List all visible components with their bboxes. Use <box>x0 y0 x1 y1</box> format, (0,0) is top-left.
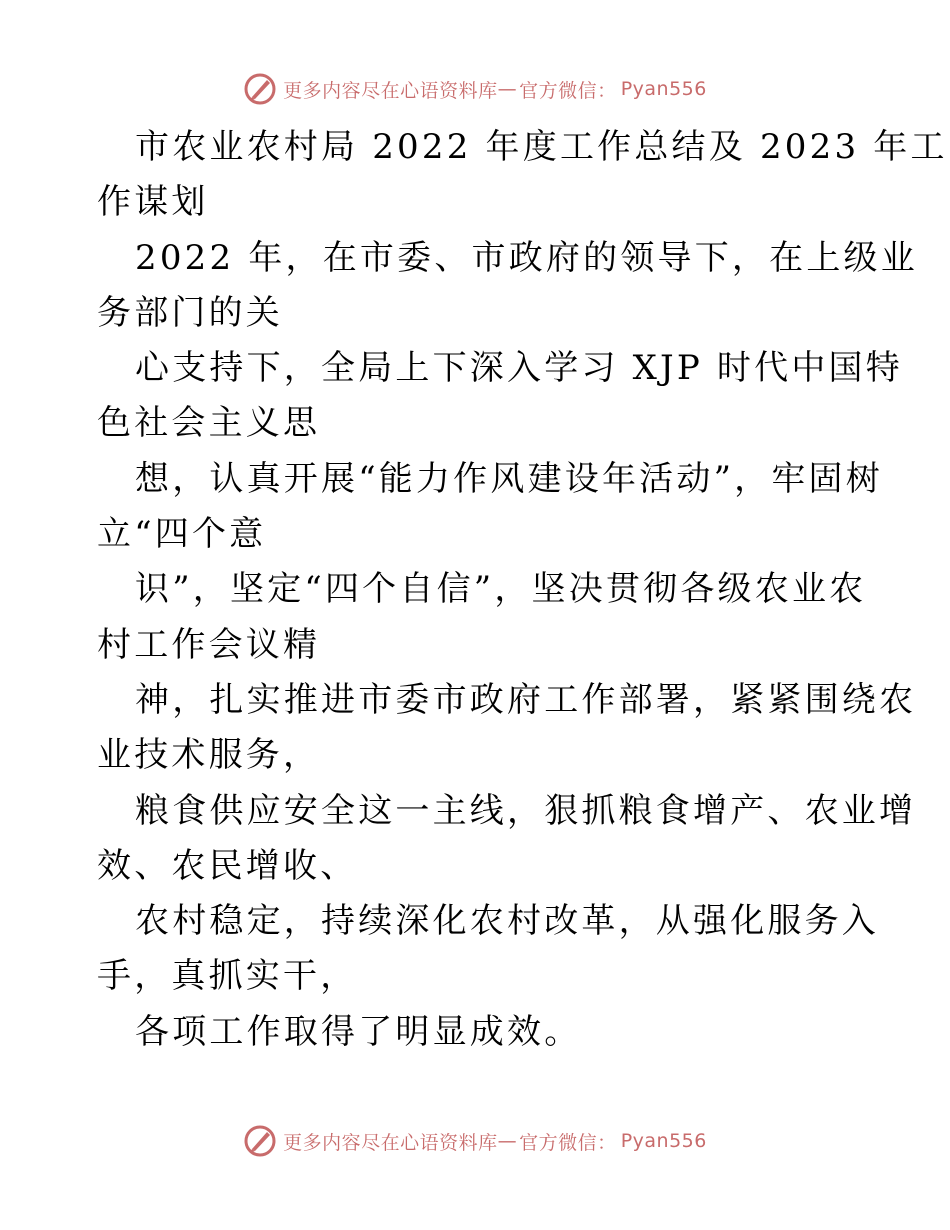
watermark-id: Pyan556 <box>620 1130 707 1152</box>
text-line: 市农业农村局 2022 年度工作总结及 2023 年工 <box>135 127 948 167</box>
text-line: 2022 年，在市委、市政府的领导下，在上级业 <box>135 237 918 278</box>
text-line: 业技术服务， <box>97 735 321 776</box>
text-line: 粮食供应安全这一主线，狠抓粮食增产、农业增 <box>135 790 917 831</box>
text-line: 心支持下，全局上下深入学习 XJP 时代中国特 <box>135 348 903 389</box>
text-line: 作谋划 <box>97 182 209 223</box>
footer-watermark <box>0 1124 950 1158</box>
watermark-id: Pyan556 <box>620 78 707 100</box>
header-watermark <box>0 72 950 106</box>
text-line: 立“四个意 <box>97 514 267 555</box>
text-line: 务部门的关 <box>97 292 283 333</box>
text-line: 手，真抓实干， <box>97 956 358 997</box>
text-line: 各项工作取得了明显成效。 <box>135 1011 582 1052</box>
watermark-text: 更多内容尽在心语资料库 <box>283 1131 498 1154</box>
quill-pen-logo-icon <box>243 72 277 106</box>
watermark-text: 更多内容尽在心语资料库 <box>283 79 498 102</box>
watermark-label: 官方微信： <box>519 79 617 102</box>
text-line: 农村稳定，持续深化农村改革，从强化服务入 <box>135 901 879 942</box>
document-body <box>97 120 948 1060</box>
watermark-label: 官方微信： <box>519 1131 617 1154</box>
quill-pen-logo-icon <box>243 1124 277 1158</box>
watermark-separator: — <box>497 1130 518 1152</box>
watermark-separator: — <box>497 78 518 100</box>
text-line: 识”，坚定“四个自信”，坚决贯彻各级农业农 <box>135 569 867 610</box>
text-line: 神，扎实推进市委市政府工作部署，紧紧围绕农 <box>135 679 917 720</box>
text-line: 村工作会议精 <box>97 624 321 665</box>
text-line: 想，认真开展“能力作风建设年活动”，牢固树 <box>135 458 883 499</box>
text-line: 效、农民增收、 <box>97 845 358 886</box>
text-line: 色社会主义思 <box>97 403 321 444</box>
